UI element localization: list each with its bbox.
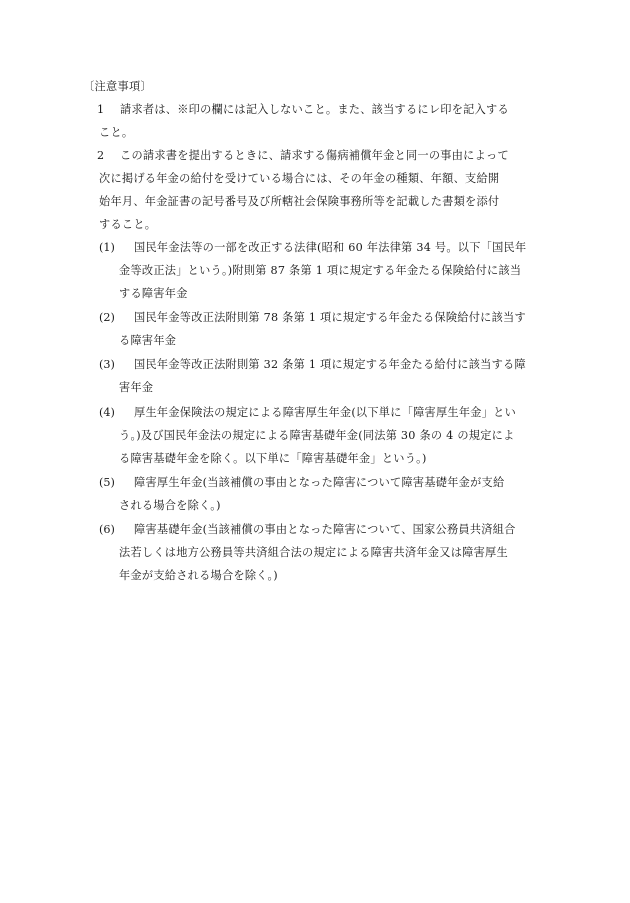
item-text-line: 請求者は、※印の欄には記入しないこと。また、該当するにレ印を記入する — [120, 103, 509, 116]
item-number: 2 — [97, 149, 105, 162]
subitem-text-line: 障害厚生年金(当該補償の事由となった障害について障害基礎年金が支給 — [134, 476, 505, 489]
notes-heading: 〔注意事項〕 — [83, 80, 152, 93]
subitem-text-line: 国民年金等改正法附則第 32 条第 1 項に規定する年金たる給付に該当する障 — [134, 358, 526, 371]
item-number: 1 — [97, 103, 105, 116]
subitem-text-line: 金等改正法」という。)附則第 87 条第 1 項に規定する年金たる保険給付に該当 — [119, 264, 522, 277]
item-text-line: こと。 — [99, 126, 134, 139]
subitem-text-line: する障害年金 — [119, 287, 188, 300]
subitem-text-line: 厚生年金保険法の規定による障害厚生年金(以下単に「障害厚生年金」とい — [134, 406, 517, 419]
subitem-text-line: 国民年金等改正法附則第 78 条第 1 項に規定する年金たる保険給付に該当す — [134, 311, 526, 324]
subitem-text-line: 害年金 — [119, 381, 154, 394]
subitem-text-line: う。)及び国民年金法の規定による障害基礎年金(同法第 30 条の 4 の規定によ — [119, 429, 515, 442]
subitem-number: (5) — [99, 476, 115, 489]
subitem-text-line: 年金が支給される場合を除く。) — [119, 569, 278, 582]
subitem-number: (2) — [99, 311, 115, 324]
item-text-line: すること。 — [99, 218, 157, 231]
item-text-line: 始年月、年金証書の記号番号及び所轄社会保険事務所等を記載した書類を添付 — [99, 195, 500, 208]
subitem-number: (1) — [99, 241, 115, 254]
subitem-number: (6) — [99, 523, 115, 536]
subitem-number: (4) — [99, 406, 115, 419]
item-text-line: 次に掲げる年金の給付を受けている場合には、その年金の種類、年額、支給開 — [99, 172, 500, 185]
subitem-text-line: 障害基礎年金(当該補償の事由となった障害について、国家公務員共済組合 — [134, 523, 516, 536]
subitem-number: (3) — [99, 358, 115, 371]
subitem-text-line: る障害基礎年金を除く。以下単に「障害基礎年金」という。) — [119, 452, 427, 465]
item-text-line: この請求書を提出するときに、請求する傷病補償年金と同一の事由によって — [120, 149, 509, 162]
subitem-text-line: る障害年金 — [119, 334, 177, 347]
subitem-text-line: される場合を除く。) — [119, 499, 221, 512]
subitem-text-line: 国民年金法等の一部を改正する法律(昭和 60 年法律第 34 号。以下「国民年 — [134, 241, 527, 254]
subitem-text-line: 法若しくは地方公務員等共済組合法の規定による障害共済年金又は障害厚生 — [119, 546, 508, 559]
